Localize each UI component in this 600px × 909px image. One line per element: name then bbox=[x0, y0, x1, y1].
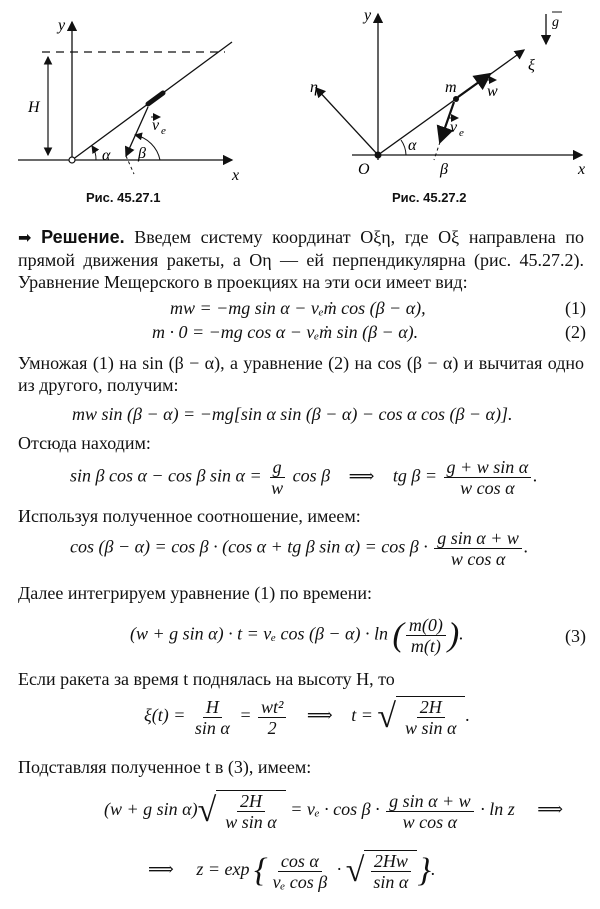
eq-tg-num: g bbox=[270, 457, 285, 478]
fig1-x-label: x bbox=[232, 167, 240, 184]
implies-symbol-2: ⟹ bbox=[306, 705, 333, 726]
fig1-caption: Рис. 45.27.1 bbox=[86, 190, 161, 205]
fig2-x-label: x bbox=[578, 161, 586, 178]
eq-t-left: t = bbox=[351, 705, 373, 726]
eq-cos-num: g sin α + w bbox=[434, 528, 522, 549]
figure-45-27-2 bbox=[290, 0, 600, 200]
fig2-ve-label: v bbox=[450, 119, 458, 136]
paragraph-multiply: Умножая (1) на sin (β − α), а уравнение (2) на cos (β − α) и вычитая одно из другого, получим: bbox=[18, 353, 584, 395]
fig1-H-label: H bbox=[28, 99, 40, 116]
eq-z-f1d: vₑ cos β bbox=[272, 871, 328, 892]
solution-intro bbox=[18, 226, 584, 293]
fig1-ve-sub: e bbox=[161, 125, 166, 137]
equation-cos: cos (β − α) = cos β · (cos α + tg β sin α) = cos β · $\frac{\text{g sin α + w}}{\text{w cos α}}$ . bbox=[70, 528, 529, 569]
eq-sub-mid: = vₑ · cos β · bbox=[290, 799, 380, 820]
paragraph-hence: Отсюда находим: bbox=[18, 433, 151, 453]
fig2-alpha-label: α bbox=[408, 137, 417, 154]
equation-2-number: (2) bbox=[565, 322, 586, 342]
eq-tg-den: w bbox=[271, 478, 284, 498]
eq-tg-rnum: g + w sin α bbox=[444, 457, 532, 478]
figure-45-27-1 bbox=[0, 0, 260, 200]
fig2-beta-label: β bbox=[440, 161, 448, 178]
eq-sub-fn: g sin α + w bbox=[386, 791, 474, 812]
implies-symbol-4: ⟹ bbox=[148, 859, 174, 880]
paragraph-using: Используя полученное соотношение, имеем: bbox=[18, 506, 361, 526]
fig2-caption: Рис. 45.27.2 bbox=[392, 190, 467, 205]
eq-z-sq-d: sin α bbox=[373, 872, 409, 892]
eq-t-num: 2H bbox=[417, 697, 445, 718]
fig2-ve-sub: e bbox=[459, 127, 464, 139]
fig2-xi-label: ξ bbox=[528, 57, 535, 74]
fig2-y-label: y bbox=[364, 7, 372, 24]
eq-xi-f2n: wt² bbox=[258, 697, 286, 718]
fig1-alpha-label: α bbox=[102, 147, 111, 164]
equation-3-number: (3) bbox=[565, 626, 586, 646]
eq-xi-f1d: sin α bbox=[194, 717, 230, 738]
paragraph-height: Если ракета за время t поднялась на высоту H, то bbox=[18, 669, 395, 689]
equation-2: m · 0 = −mg cos α − vₑṁ sin (β − α). bbox=[152, 322, 419, 342]
eq-sub-end: · ln z bbox=[480, 799, 515, 820]
equation-3: (w + g sin α) · t = vₑ cos (β − α) · ln ( $\frac{m(0)}{m(t)}$ ). bbox=[130, 615, 464, 656]
equation-substituted: (w + g sin α) √ $\frac{2H}{\text{w sin α}}$ = vₑ · cos β · $\frac{\text{g sin α + w}}{\text{w cos α}}$ · ln z ⟹ bbox=[104, 790, 564, 832]
equation-combined: mw sin (β − α) = −mg[sin α sin (β − α) − cos α cos (β − α)]. bbox=[72, 404, 513, 424]
paragraph-substitute: Подставляя полученное t в (3), имеем: bbox=[18, 757, 312, 777]
eq-sub-left: (w + g sin α) bbox=[104, 799, 198, 820]
implies-symbol-3: ⟹ bbox=[537, 799, 564, 820]
eq-sub-sq-num: 2H bbox=[237, 791, 265, 812]
eq-t-den: w sin α bbox=[405, 718, 457, 738]
fig2-w-label: w bbox=[487, 83, 498, 100]
equation-1: mw = −mg sin α − vₑṁ cos (β − α), bbox=[170, 298, 426, 318]
eq-z-left: z = exp bbox=[196, 859, 250, 880]
fig1-y-label: y bbox=[58, 17, 66, 34]
eq3-num: m(0) bbox=[406, 615, 446, 636]
arrow-icon: ➡ bbox=[18, 228, 32, 247]
eq-tg-rden: w cos α bbox=[460, 478, 515, 498]
eq-z-f1n: cos α bbox=[278, 851, 322, 872]
eq-tg-mid: tg β = bbox=[392, 465, 438, 486]
fig1-beta-label: β bbox=[138, 145, 146, 162]
fig2-O-label: O bbox=[358, 161, 370, 178]
eq-tg-after: cos β bbox=[292, 465, 331, 486]
equation-1-number: (1) bbox=[565, 298, 586, 318]
eq-sub-fd: w cos α bbox=[402, 811, 458, 832]
equation-xi: ξ(t) = $\frac{H}{\text{sin α}}$ = $\frac{\text{wt²}}{2}$ ⟹ t = √ $\frac{2H}{\text{w sin α}}$ . bbox=[144, 696, 470, 738]
fig2-g-label: g bbox=[552, 15, 559, 30]
eq-cos-den: w cos α bbox=[450, 549, 506, 569]
equation-tg: sin β cos α − cos β sin α = $\frac{g}{w}$ cos β ⟹ tg β = $\frac{\text{g + w sin α}}{\text{w cos α}}$ . bbox=[70, 457, 538, 498]
eq-tg-left: sin β cos α − cos β sin α = bbox=[70, 465, 262, 486]
eq3-den: m(t) bbox=[410, 636, 441, 656]
eq-z-sq-n: 2Hw bbox=[371, 851, 411, 872]
equation-z: ⟹ z = exp { $\frac{\text{cos α}}{\text{vₑ cos β}}$ · √ $\frac{2Hw}{\text{sin α}}$ }. bbox=[148, 850, 436, 892]
eq-xi-left: ξ(t) = bbox=[144, 705, 186, 726]
eq-xi-f1n: H bbox=[203, 697, 222, 718]
fig2-eta-label: η bbox=[310, 79, 318, 96]
intro-text: Введем систему координат Oξη, где Oξ направлена по прямой движения ракеты, а Oη — ей перпендикулярна (рис. 45.27.2). Уравнение Мещерского в проекциях на эти оси имеет вид: bbox=[18, 227, 585, 292]
eq-cos-left: cos (β − α) = cos β · (cos α + tg β sin α) = cos β · bbox=[70, 536, 428, 557]
fig2-m-label: m bbox=[445, 79, 457, 96]
fig1-ve-label: v bbox=[152, 117, 160, 134]
eq3-left: (w + g sin α) · t = vₑ cos (β − α) · ln bbox=[130, 623, 388, 644]
eq-xi-f2d: 2 bbox=[267, 717, 277, 738]
solution-heading: Решение. bbox=[41, 227, 125, 247]
implies-symbol: ⟹ bbox=[348, 465, 375, 486]
paragraph-integrate: Далее интегрируем уравнение (1) по времени: bbox=[18, 583, 373, 603]
eq-sub-sq-den: w sin α bbox=[225, 812, 277, 832]
